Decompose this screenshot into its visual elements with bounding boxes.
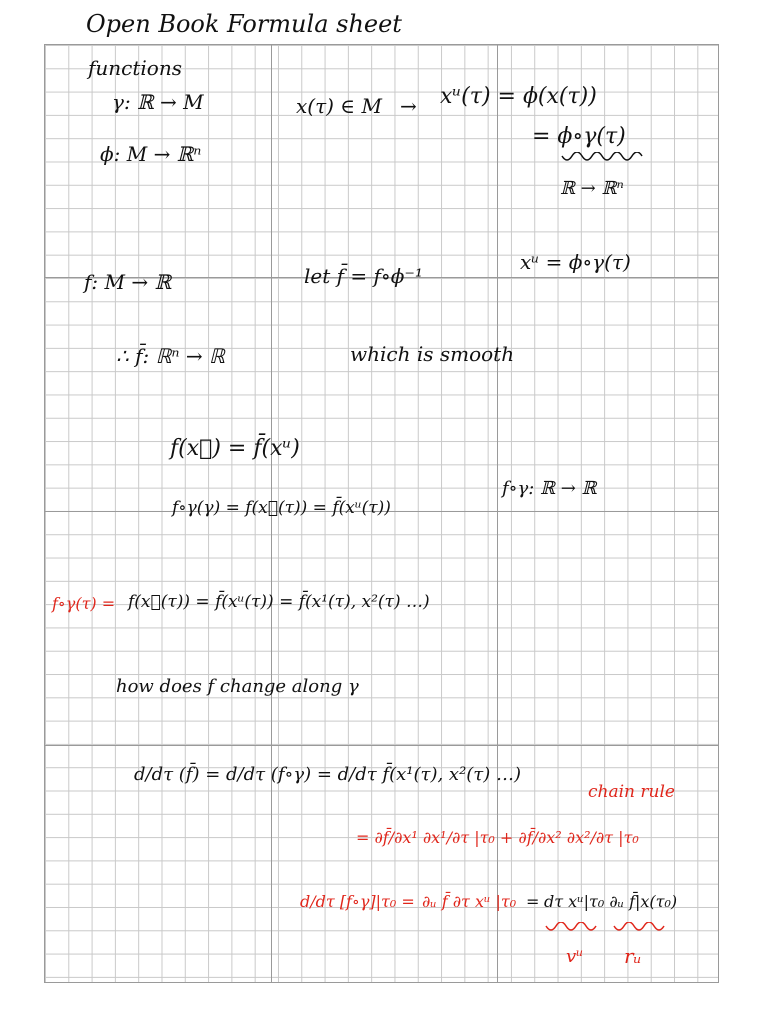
formula-text: f(x⃗) = f̄(xᵘ) <box>170 436 300 461</box>
formula-text: = ϕ∘γ(τ) <box>532 124 626 149</box>
annotation-red: vᵘ <box>566 946 584 967</box>
formula-text: d/dτ (f̄) = d/dτ (f∘γ) = d/dτ f̄(x¹(τ), x²(τ) …) <box>134 764 522 785</box>
page-title: Open Book Formula sheet <box>86 10 402 38</box>
formula-text: = <box>526 892 540 911</box>
annotation-red: chain rule <box>588 782 675 802</box>
underbrace-squiggle <box>560 152 644 166</box>
formula-text: ϕ: M → ℝⁿ <box>100 142 202 166</box>
formula-text: let f̄ = f∘ϕ⁻¹ <box>304 264 423 288</box>
formula-text: γ: ℝ → M <box>112 90 204 114</box>
formula-text: dτ xᵘ|τ₀ ∂ᵤ f̄|x(τ₀) <box>544 892 678 911</box>
formula-text: f: M → ℝ <box>84 270 172 294</box>
formula-text: xᵘ(τ) = ϕ(x(τ)) <box>440 84 597 109</box>
formula-text: x(τ) ∈ M <box>296 94 382 118</box>
formula-text: f(x⃗(τ)) = f̄(xᵘ(τ)) = f̄(x¹(τ), x²(τ) …) <box>128 592 430 612</box>
question-text: how does f change along γ <box>116 676 359 697</box>
formula-text: ∴ f̄: ℝⁿ → ℝ <box>116 344 225 368</box>
grid-major-line <box>45 745 718 746</box>
formula-text: which is smooth <box>350 342 515 366</box>
formula-text-red: ∂ᵤ f̄ ∂τ xᵘ |τ₀ <box>422 892 517 911</box>
formula-text: ℝ → ℝⁿ <box>560 178 624 199</box>
underbrace-squiggle-red <box>544 922 604 936</box>
formula-text-red: f∘γ(τ) = <box>52 594 116 613</box>
formula-text-red: = ∂f̄/∂x¹ ∂x¹/∂τ |τ₀ + ∂f̄/∂x² ∂x²/∂τ |τ₀ <box>356 828 639 847</box>
formula-text: xᵘ = ϕ∘γ(τ) <box>520 250 631 274</box>
formula-text: → <box>400 94 417 118</box>
underbrace-squiggle-red <box>612 922 672 936</box>
section-heading: functions <box>88 56 182 80</box>
annotation-red: rᵤ <box>624 944 642 968</box>
formula-text: f∘γ(γ) = f(x⃗(τ)) = f̄(xᵘ(τ)) <box>172 498 391 518</box>
formula-text-red: d/dτ [f∘γ]|τ₀ = <box>300 892 415 911</box>
formula-text: f∘γ: ℝ → ℝ <box>502 478 597 499</box>
